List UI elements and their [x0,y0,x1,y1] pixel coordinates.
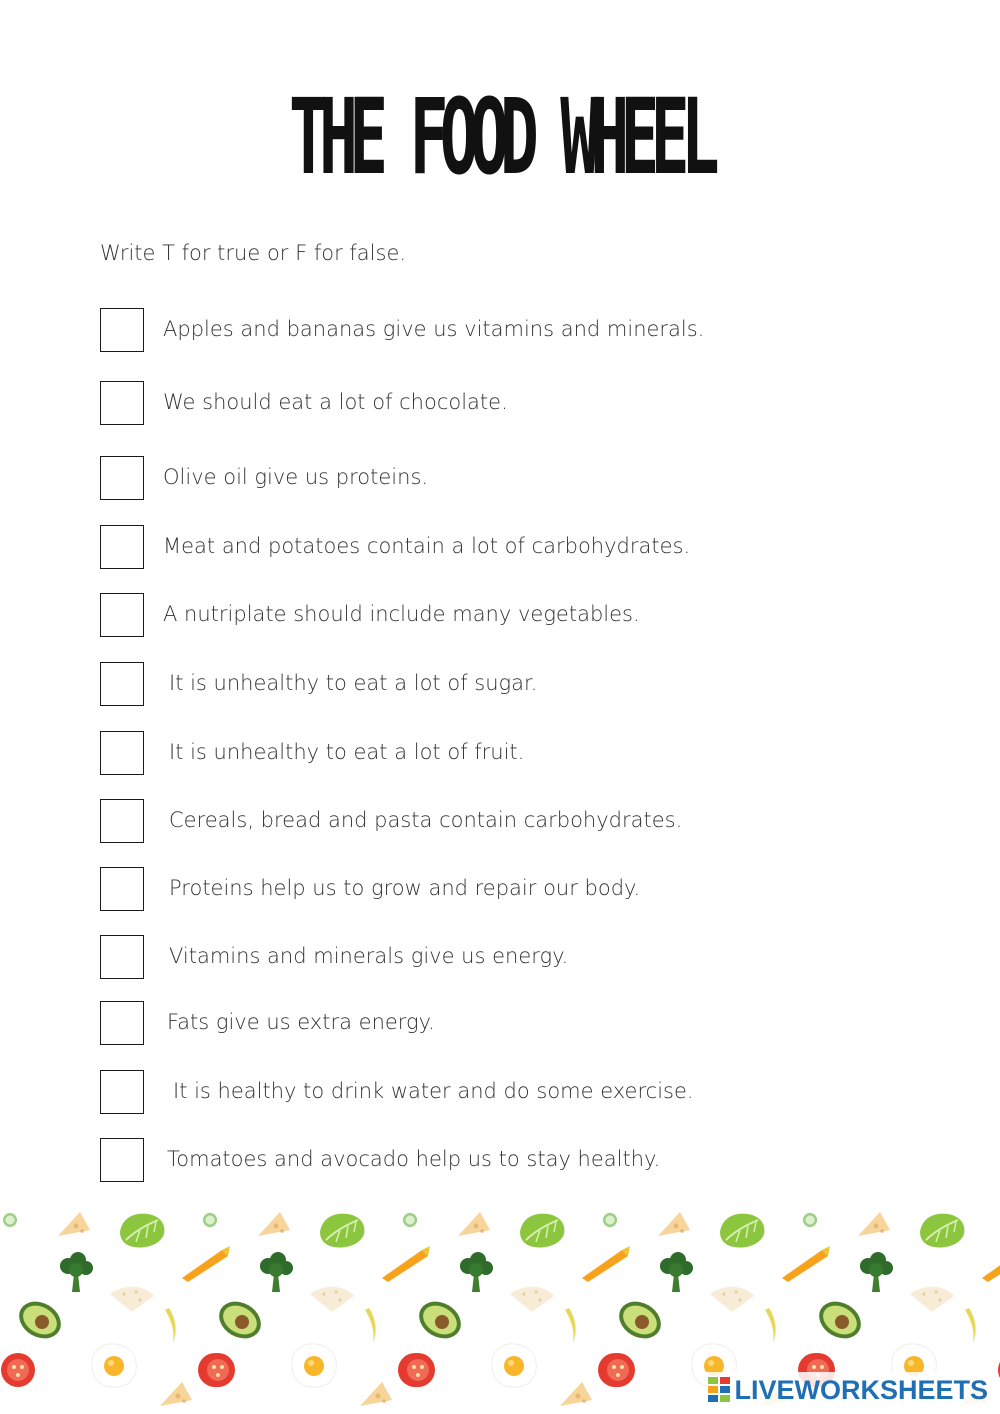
statement-text: Apples and bananas give us vitamins and minerals. [163,317,705,341]
statement-text: A nutriplate should include many vegetables. [163,602,640,626]
list-item [100,799,900,845]
statement-text: Tomatoes and avocado help us to stay healthy. [167,1147,661,1171]
answer-box-12[interactable] [100,1070,144,1114]
statement-text: Vitamins and minerals give us energy. [169,944,569,968]
answer-box-1[interactable] [100,308,144,352]
list-item [100,308,900,354]
list-item [100,1138,900,1184]
answer-box-11[interactable] [100,1001,144,1045]
statement-text: It is unhealthy to eat a lot of fruit. [169,740,525,764]
liveworksheets-brand [706,1372,992,1408]
answer-box-7[interactable] [100,731,144,775]
answer-box-9[interactable] [100,867,144,911]
answer-box-5[interactable] [100,593,144,637]
list-item [100,867,900,913]
list-item [100,456,900,502]
list-item [100,1070,900,1116]
statement-text: Meat and potatoes contain a lot of carbohydrates. [163,534,691,558]
list-item [100,731,900,777]
list-item [100,381,900,427]
statement-text: Cereals, bread and pasta contain carbohydrates. [169,808,683,832]
page-title: THE FOOD WHEEL [289,76,711,198]
statement-text: Fats give us extra energy. [167,1010,435,1034]
list-item [100,525,900,571]
statement-text: It is unhealthy to eat a lot of sugar. [169,671,538,695]
answer-box-3[interactable] [100,456,144,500]
answer-box-6[interactable] [100,662,144,706]
answer-box-4[interactable] [100,525,144,569]
answer-box-10[interactable] [100,935,144,979]
answer-box-2[interactable] [100,381,144,425]
list-item [100,662,900,708]
list-item [100,593,900,639]
answer-box-8[interactable] [100,799,144,843]
list-item [100,1001,900,1047]
statement-text: Olive oil give us proteins. [163,465,429,489]
statement-text: It is healthy to drink water and do some exercise. [173,1079,694,1103]
instruction-text: Write T for true or F for false. [100,241,407,265]
statement-text: We should eat a lot of chocolate. [163,390,508,414]
liveworksheets-logo-icon [708,1377,730,1403]
brand-name: LIVEWORKSHEETS [734,1374,988,1405]
list-item [100,935,900,981]
answer-box-13[interactable] [100,1138,144,1182]
statement-text: Proteins help us to grow and repair our body. [169,876,641,900]
